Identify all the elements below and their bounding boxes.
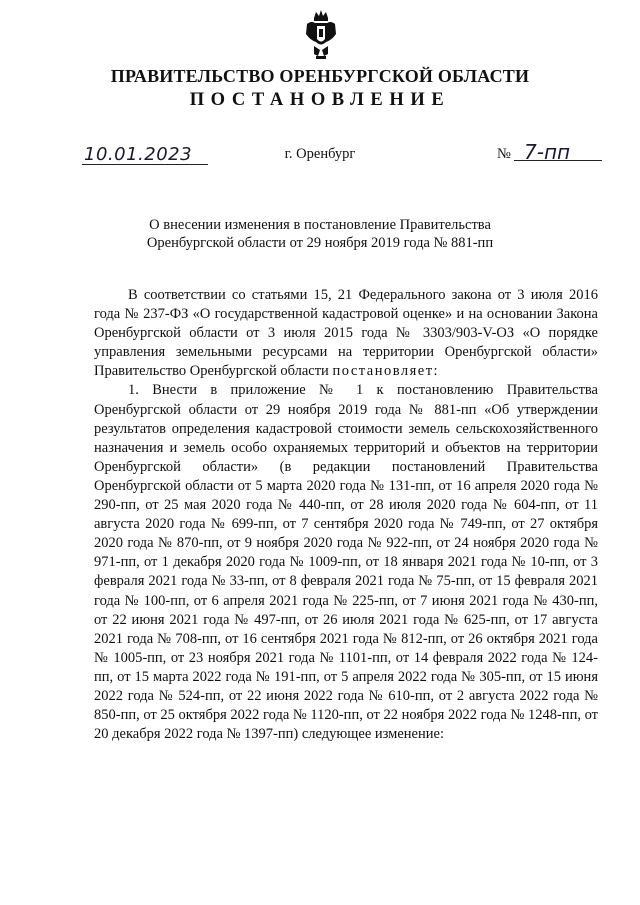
subject-line-2: Оренбургской области от 29 ноября 2019 года № 881-пп [146,235,494,251]
document-subject [0,216,640,252]
document-number: 7-пп [514,140,602,161]
decree-word: постановляет: [332,363,440,380]
document-number-label: № [497,146,511,162]
document-date: 10.01.2023 [82,144,208,165]
body-paragraph-preamble [94,286,598,381]
document-meta-row [0,140,640,168]
preamble-text: В соответствии со статьями 15, 21 Федерального закона от 3 июля 2016 года № 237-ФЗ «О государственной кадастровой оценке» и на основании Закона Оренбургской области от 3 июля 2015 года № 3303/903-V-ОЗ «О порядке управления земельными ресурсами на территории Оренбургской области» Правительство Оренбургской области [94,287,598,380]
document-city: г. Оренбург [284,146,356,162]
organization-title: ПРАВИТЕЛЬСТВО ОРЕНБУРГСКОЙ ОБЛАСТИ [110,66,530,86]
document-body [94,286,598,744]
body-paragraph-1: 1. Внести в приложение № 1 к постановлению Правительства Оренбургской области от 29 ноября 2019 года № 881-пп «Об утверждении результатов определения кадастровой стоимости земель сельскохозяйственного назначения и земель особо охраняемых территорий и объектов на территории Оренбургской области» (в редакции постановлений Правительства Оренбургской области от 5 марта 2020 года № 131-пп, от 16 апреля 2020 года № 290-пп, от 25 мая 2020 года № 440-пп, от 28 июля 2020 года № 604-пп, от 11 августа 2020 года № 699-пп, от 7 сентября 2020 года № 749-пп, от 27 октября 2020 года № 870-пп, от 9 ноября 2020 года № 922-пп, от 24 ноября 2020 года № 971-пп, от 1 декабря 2020 года № 1009-пп, от 18 января 2021 года № 10-пп, от 3 февраля 2021 года № 33-пп, от 8 февраля 2021 года № 75-пп, от 15 февраля 2021 года № 100-пп, от 6 апреля 2021 года № 225-пп, от 7 июня 2021 года № 430-пп, от 22 июня 2021 года № 497-пп, от 26 июля 2021 года № 625-пп, от 17 августа 2021 года № 708-пп, от 16 сентября 2021 года № 812-пп, от 26 октября 2021 года № 1005-пп, от 23 ноября 2021 года № 1101-пп, от 14 февраля 2022 года № 124-пп, от 15 марта 2022 года № 191-пп, от 5 апреля 2022 года № 305-пп, от 15 июня 2022 года № 524-пп, от 22 июня 2022 года № 610-пп, от 2 августа 2022 года № 850-пп, от 25 октября 2022 года № 1120-пп, от 22 ноября 2022 года № 1248-пп, от 20 декабря 2022 года № 1397-пп) следующее изменение: [94,382,598,743]
document-type-title: ПОСТАНОВЛЕНИЕ [189,90,451,110]
coat-of-arms-icon [304,8,338,60]
subject-line-1: О внесении изменения в постановление Правительства [149,217,491,233]
